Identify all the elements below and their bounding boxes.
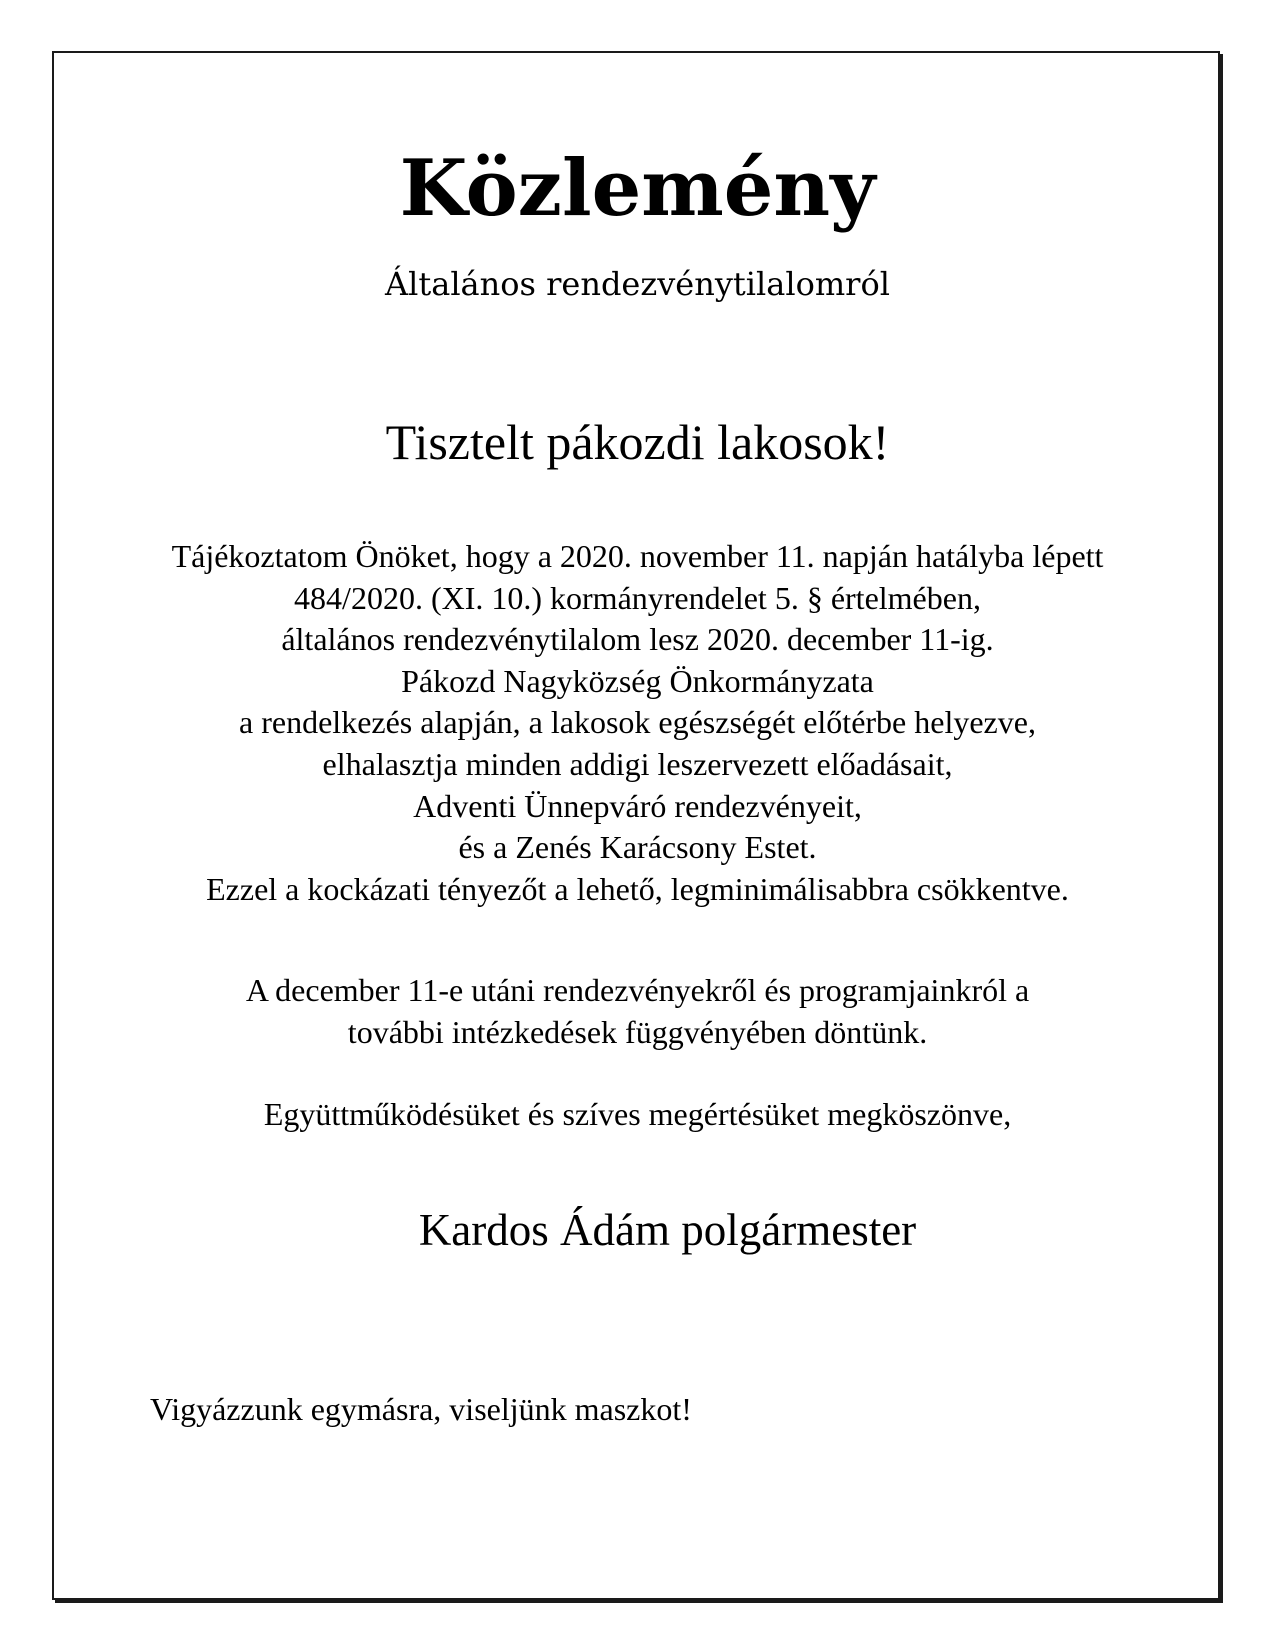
thanks-paragraph	[0, 1094, 1275, 1136]
paragraph-line: elhalasztja minden addigi leszervezett előadásait,	[322, 745, 953, 782]
paragraph-line: Adventi Ünnepváró rendezvényeit,	[413, 787, 862, 824]
paragraph-line: Együttműködésüket és szíves megértésüket megköszönve,	[263, 1096, 1012, 1132]
paragraph-line: Ezzel a kockázati tényezőt a lehető, legminimálisabbra csökkentve.	[206, 870, 1069, 907]
paragraph-line: Tájékoztatom Önöket, hogy a 2020. november 11. napján hatályba lépett	[171, 538, 1104, 574]
paragraph-line: és a Zenés Karácsony Estet.	[458, 829, 817, 866]
paragraph-line: A december 11-e utáni rendezvényekről és programjainkról a	[245, 972, 1030, 1008]
paragraph-line: 484/2020. (XI. 10.) kormányrendelet 5. § értelmében,	[294, 579, 981, 616]
mayor-signature: Kardos Ádám polgármester	[418, 1205, 917, 1255]
paragraph-line: további intézkedések függvényében döntünk.	[347, 1013, 928, 1050]
paragraph-line: Pákozd Nagyközség Önkormányzata	[401, 662, 874, 699]
future-events-paragraph	[0, 970, 1275, 1053]
announcement-paragraph	[0, 536, 1275, 910]
document-subtitle: Általános rendezvénytilalomról	[385, 265, 890, 303]
document-title: Közlemény	[399, 143, 876, 234]
greeting-line: Tisztelt pákozdi lakosok!	[385, 414, 890, 470]
paragraph-line: a rendelkezés alapján, a lakosok egészségét előtérbe helyezve,	[239, 704, 1036, 741]
paragraph-line: általános rendezvénytilalom lesz 2020. december 11-ig.	[281, 621, 994, 658]
closing-line: Vigyázzunk egymásra, viseljünk maszkot!	[150, 1391, 692, 1427]
